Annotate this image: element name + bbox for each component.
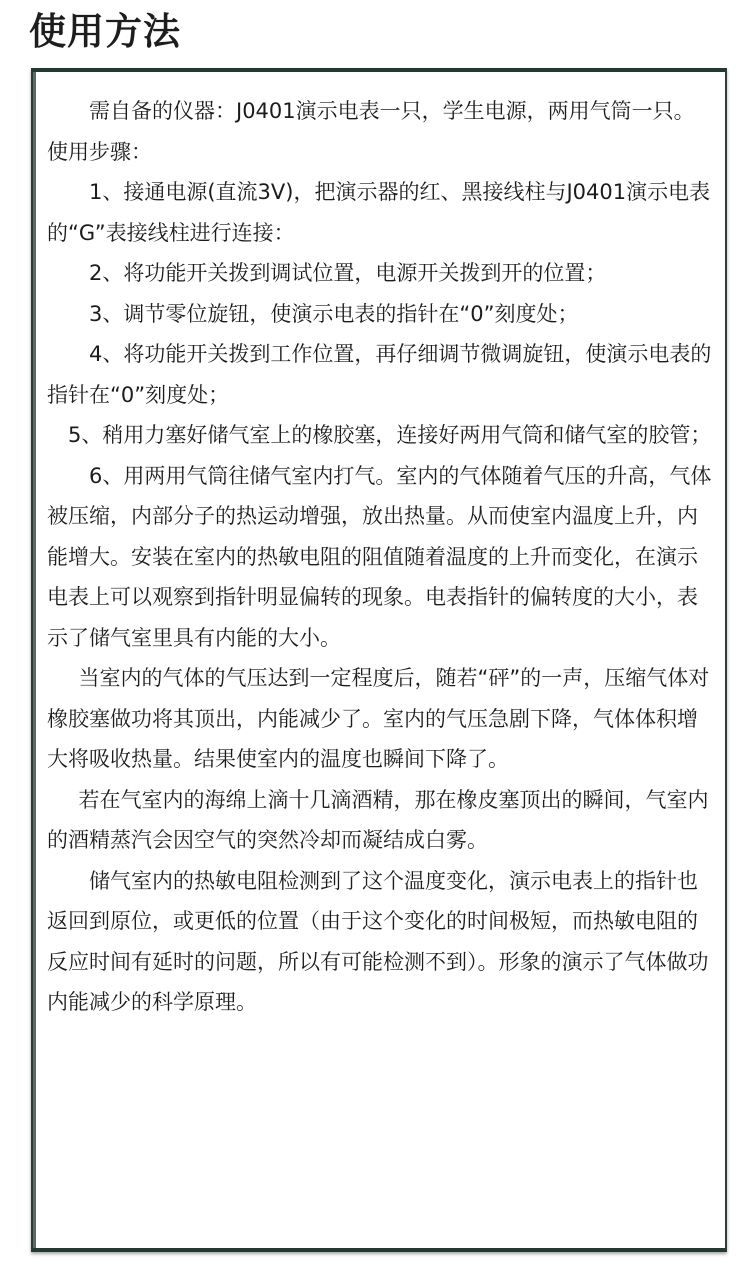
equipment-paragraph: 需自备的仪器：J0401演示电表一只，学生电源，两用气筒一只。: [89, 99, 695, 123]
steps-heading: 使用步骤：: [47, 139, 152, 164]
page-title: 使用方法: [29, 10, 181, 53]
panel-left-edge: [33, 72, 36, 1248]
step-6: 6、用两用气筒往储气室内打气。室内的气体随着气压的升高，气体被压缩，内部分子的热运动增强，放出热量。从而使室内温度上升，内能增大。安装在室内的热敏电阻的阻值随着温度的上升而变化，在演示电表上可以观察到指针明显偏转的现象。电表指针的偏转度的大小，表示了储气室里具有内能的大小。: [47, 463, 712, 650]
step-2: 2、将功能开关拨到调试位置，电源开关拨到开的位置；: [89, 261, 607, 285]
instructions-text: [47, 91, 717, 1023]
step-4: 4、将功能开关拨到工作位置，再仔细调节微调旋钮，使演示电表的指针在“0”刻度处；: [47, 342, 712, 407]
step-3: 3、调节零位旋钮，使演示电表的指针在“0”刻度处；: [89, 301, 579, 326]
step-5: 5、稍用力塞好储气室上的橡胶塞，连接好两用气筒和储气室的胶管；: [68, 423, 712, 447]
pressure-release-paragraph: 当室内的气体的气压达到一定程度后，随若“砰”的一声，压缩气体对橡胶塞做功将其顶出，内能减少了。室内的气压急剧下降，气体体积增大将吸收热量。结果使室内的温度也瞬间下降了。: [47, 666, 710, 771]
conclusion-paragraph: 储气室内的热敏电阻检测到了这个温度变化，演示电表上的指针也返回到原位，或更低的位置（由于这个变化的时间极短，而热敏电阻的反应时间有延时的问题，所以有可能检测不到）。形象的演示了气体做功内能减少的科学原理。: [47, 868, 709, 1014]
instructions-panel: [31, 68, 727, 1252]
alcohol-mist-paragraph: 若在气室内的海绵上滴十几滴酒精，那在橡皮塞顶出的瞬间，气室内的酒精蒸汽会因空气的突然冷却而凝结成白雾。: [47, 787, 709, 852]
step-1: 1、接通电源(直流3V)，把演示器的红、黑接线柱与J0401演示电表的“G”表接线柱进行连接：: [47, 180, 711, 245]
